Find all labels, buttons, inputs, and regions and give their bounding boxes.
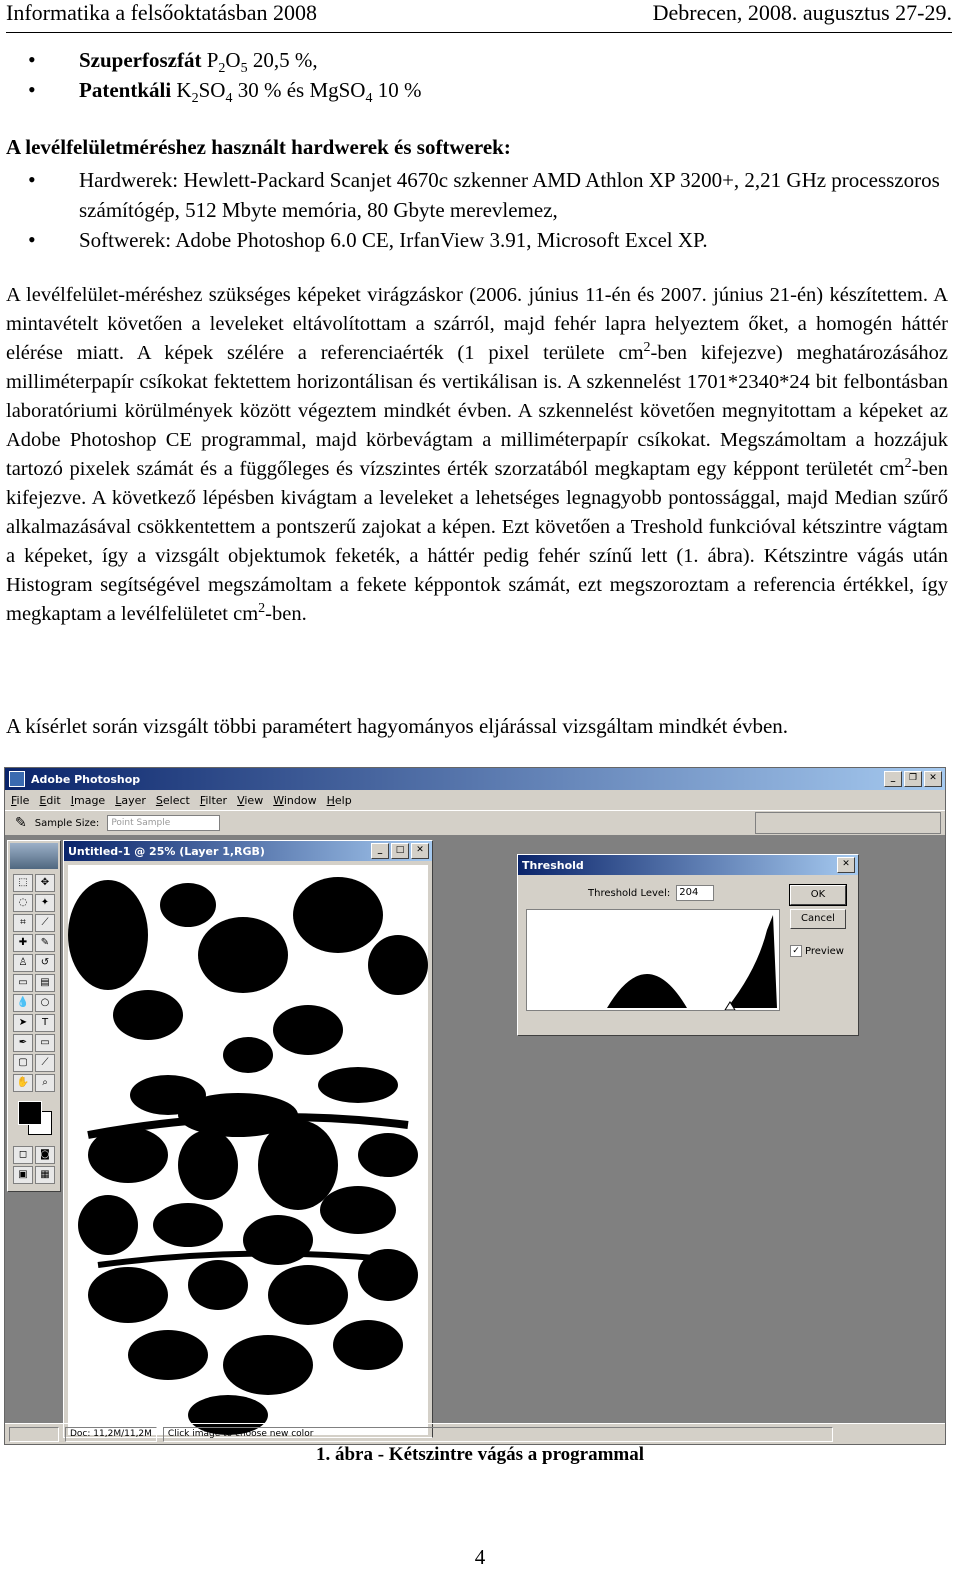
workspace [5,836,945,1424]
options-bar [5,811,945,836]
status-doc-size[interactable]: Doc: 11,2M/11,2M [65,1427,157,1442]
lasso-tool-icon[interactable]: ◌ [13,894,33,912]
menu-select[interactable]: Select [155,793,190,807]
status-zoom[interactable] [9,1427,59,1442]
histogram-graph [527,910,779,1010]
restore-button[interactable]: ❐ [904,771,922,787]
toolbox-logo [10,843,58,869]
doc-maximize-button[interactable]: □ [391,843,409,859]
fertilizer-list [6,45,952,105]
fullscreen-mode-icon[interactable]: ▦ [35,1166,55,1184]
healing-tool-icon[interactable]: ✚ [13,934,33,952]
menu-image[interactable]: Image [70,793,106,807]
brush-tool-icon[interactable]: ✎ [35,934,55,952]
hand-tool-icon[interactable]: ✋ [13,1074,33,1092]
menu-layer[interactable]: Layer [115,793,146,807]
status-bar [5,1423,946,1444]
crop-tool-icon[interactable]: ⌗ [13,914,33,932]
sample-size-label: Sample Size: [34,817,100,829]
app-titlebar [5,768,945,790]
cancel-button[interactable]: Cancel [790,909,846,929]
ok-button[interactable]: OK [790,885,846,905]
threshold-close-button[interactable]: ✕ [837,857,855,873]
preview-label: Preview [805,945,844,957]
color-swatches[interactable] [14,1099,54,1139]
threshold-histogram[interactable] [526,909,780,1011]
path-select-tool-icon[interactable]: ➤ [13,1014,33,1032]
body-paragraph: A levélfelület-méréshez szükséges képeket virágzáskor (2006. június 11-én és 2007. június 21-én) készítettem. A mintavételt követően a leveleket eltávolítottam a szárról, majd fehér lapra helyeztem őket, a homogén háttér elérése miatt. A képek szélére a referenciaérték (1 pixel területe $cm^2$-ben kifejezve) meghatározásához milliméterpapír csíkokat fektettem horizontálisan és vertikálisan is. A szkennelést 1701*2340*24 bit felbontásban laboratóriumi körülmények között végeztem mindkét évben. A szkennelést követően megnyitottam a képeket az Adobe Photoshop CE programmal, majd körbevágtam a milliméterpapír csíkokat. Megszámoltam a hozzájuk tartozó pixelek számát és a függőleges és vízszintes érték szorzatából megkaptam egy képpont területét $cm^2$-ben kifejezve. A következő lépésben kivágtam a leveleket a lehetséges legnagyobb pontossággal, majd Median szűrő alkalmazásával csökkentettem a pontszerű zajokat a képen. Ezt követően a Treshold funkcióval kétszintre vágtam a képeket, így a vizsgált objektumok feketék, a háttér pedig fehér színű lett (1. ábra). Kétszintre vágás után Histogram segítségével megszámoltam a fekete képpontok számát, ezt megszoroztam a referencia értékkel, így megkaptam a levélfelületet $cm^2$-ben. [6,284,948,625]
doc-close-button[interactable]: ✕ [411,843,429,859]
marquee-tool-icon[interactable]: ⬚ [13,874,33,892]
preview-checkbox[interactable]: ✓ [790,945,802,957]
shape-tool-icon[interactable]: ▭ [35,1034,55,1052]
header-right: Debrecen, 2008. augusztus 27-29. [652,0,952,25]
doc-minimize-button[interactable]: _ [371,843,389,859]
sample-size-select[interactable]: Point Sample [107,815,220,831]
status-hint: Click image to choose new color [163,1427,833,1442]
menu-filter[interactable]: Filter [199,793,228,807]
pen-tool-icon[interactable]: ✒ [13,1034,33,1052]
toolbox [7,840,61,1192]
close-button[interactable]: ✕ [924,771,942,787]
document-title: Untitled-1 @ 25% (Layer 1,RGB) [68,844,265,858]
list-item: • Szuperfoszfát $P_2O_5$ 20,5 %, [6,45,952,75]
app-title: Adobe Photoshop [31,772,141,786]
stamp-tool-icon[interactable]: ♙ [13,954,33,972]
menu-view[interactable]: View [237,793,264,807]
threshold-title: Threshold [522,858,584,872]
header-left: Informatika a felsőoktatásban 2008 [6,0,317,25]
menu-help[interactable]: Help [326,793,352,807]
figure-caption: 1. ábra - Kétszintre vágás a programmal [315,1444,645,1465]
photoshop-icon [9,771,25,787]
menu-edit[interactable]: Edit [39,793,61,807]
photoshop-window [4,767,946,1445]
foreground-color-swatch[interactable] [18,1101,42,1125]
image-canvas[interactable] [68,865,428,1435]
list-item: • Hardwerek: Hewlett-Packard Scanjet 4670c szkenner AMD Athlon XP 3200+, 2,21 GHz processzoros számítógép, 512 Mbyte memória, 80 Gbyte merevlemez, [6,165,952,225]
quickmask-mode-icon[interactable]: ◙ [35,1146,55,1164]
magic-wand-tool-icon[interactable]: ✦ [35,894,55,912]
page-number: 4 [474,1545,486,1569]
menu-file[interactable]: File [11,793,30,807]
eyedropper-tool-icon[interactable]: ⟋ [35,1054,55,1072]
closing-sentence: A kísérlet során vizsgált többi paramétert hagyományos eljárással vizsgáltam mindkét évben. [6,714,789,738]
type-tool-icon[interactable]: T [35,1014,55,1032]
list-item: • Patentkáli $K_2SO_4$ 30 % és MgSO$_4$ 10 % [6,75,952,105]
threshold-dialog [517,854,859,1036]
section-heading: A levélfelületméréshez használt hardwerek és softwerek: [6,135,511,159]
document-window [63,840,433,1438]
move-tool-icon[interactable]: ✥ [35,874,55,892]
minimize-button[interactable]: _ [884,771,902,787]
threshold-level-input[interactable]: 204 [676,885,714,901]
thresholded-leaves-image [68,865,428,1435]
eyedropper-icon[interactable]: ✎ [15,815,27,831]
menu-window[interactable]: Window [273,793,317,807]
page-header [6,0,952,33]
blur-tool-icon[interactable]: 💧 [13,994,33,1012]
hw-list [6,165,952,255]
eraser-tool-icon[interactable]: ▭ [13,974,33,992]
slice-tool-icon[interactable]: ⟋ [35,914,55,932]
list-item: • Softwerek: Adobe Photoshop 6.0 CE, IrfanView 3.91, Microsoft Excel XP. [6,225,952,255]
notes-tool-icon[interactable]: ▢ [13,1054,33,1072]
threshold-titlebar [518,855,858,875]
menu-bar [5,790,945,811]
screen-mode-icon[interactable]: ▣ [13,1166,33,1184]
dodge-tool-icon[interactable]: ○ [35,994,55,1012]
document-titlebar [64,841,432,861]
zoom-tool-icon[interactable]: ⌕ [35,1074,55,1092]
palette-well [755,812,941,834]
history-brush-tool-icon[interactable]: ↺ [35,954,55,972]
gradient-tool-icon[interactable]: ▤ [35,974,55,992]
standard-mode-icon[interactable]: ◻ [13,1146,33,1164]
threshold-level-label: Threshold Level: [588,887,671,899]
preview-checkbox-row[interactable] [790,945,844,957]
